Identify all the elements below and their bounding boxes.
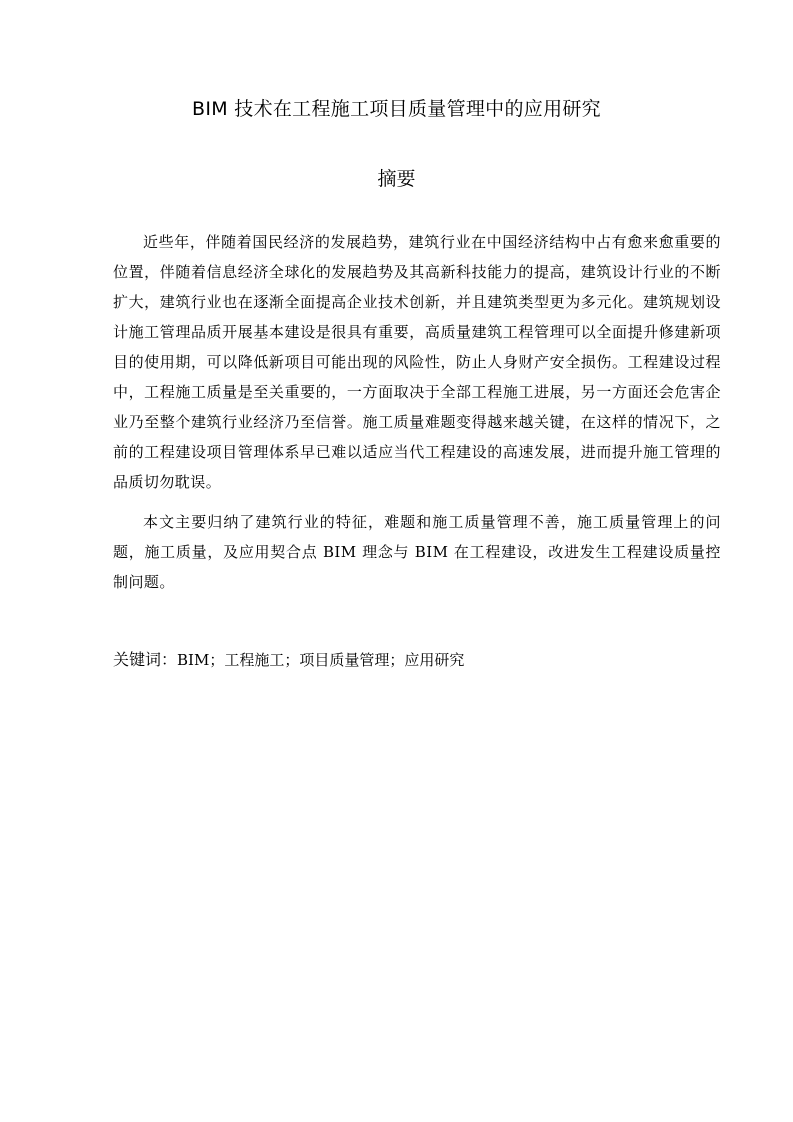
keywords-text: BIM；工程施工；项目质量管理；应用研究 — [177, 651, 465, 669]
abstract-paragraph-2: 本文主要归纳了建筑行业的特征，难题和施工质量管理不善，施工质量管理上的问题，施工质量，及应用契合点 BIM 理念与 BIM 在工程建设，改进发生工程建设质量控制问题。 — [113, 513, 721, 591]
abstract-paragraph-1: 近些年，伴随着国民经济的发展趋势，建筑行业在中国经济结构中占有愈来愈重要的位置，伴随着信息经济全球化的发展趋势及其高新科技能力的提高，建筑设计行业的不断扩大，建筑行业也在逐渐全面提高企业技术创新，并且建筑类型更为多元化。建筑规划设计施工管理品质开展基本建设是很具有重要，高质量建筑工程管理可以全面提升修建新项目的使用期，可以降低新项目可能出现的风险性，防止人身财产安全损伤。工程建设过程中，工程施工质量是至关重要的，一方面取决于全部工程施工进展，另一方面还会危害企业乃至整个建筑行业经济乃至信誉。施工质量难题变得越来越关键，在这样的情况下，之前的工程建设项目管理体系早已难以适应当代工程建设的高速发展，进而提升施工管理的品质切勿耽误。 — [113, 233, 721, 491]
document-title: BIM 技术在工程施工项目质量管理中的应用研究 — [192, 98, 601, 120]
keywords-line — [113, 646, 733, 675]
keywords-label: 关键词： — [113, 650, 178, 669]
abstract-heading: 摘要 — [377, 168, 416, 190]
